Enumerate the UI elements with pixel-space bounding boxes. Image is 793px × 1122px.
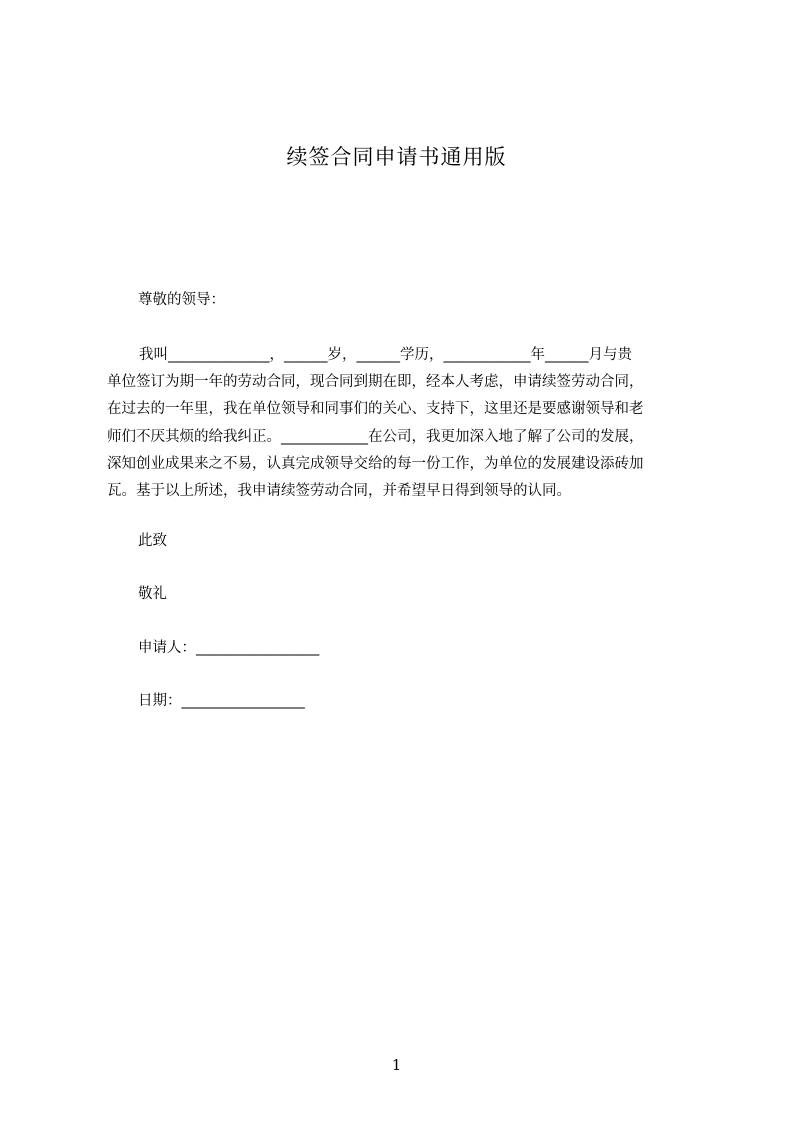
page-number: 1 <box>391 1056 402 1074</box>
body-line: 瓦。基于以上所述，我申请续签劳动合同，并希望早日得到领导的认同。 <box>107 483 571 500</box>
closing-salute: 敬礼 <box>138 586 167 602</box>
body-paragraph <box>107 342 700 505</box>
applicant-signature-line: 申请人：_________________ <box>138 640 320 656</box>
body-line: 我叫______________，______岁，______学历，____________年______月与贵 <box>139 347 632 363</box>
body-line: 师们不厌其烦的给我纠正。____________在公司，我更加深入地了解了公司的发展， <box>107 428 644 445</box>
body-line: 在过去的一年里，我在单位领导和同事们的关心、支持下，这里还是要感谢领导和老 <box>107 401 644 418</box>
document-title: 续签合同申请书通用版 <box>286 145 507 169</box>
date-line: 日期：_________________ <box>138 693 305 709</box>
body-line: 单位签订为期一年的劳动合同，现合同到期在即，经本人考虑，申请续签劳动合同， <box>107 374 644 391</box>
body-line: 深知创业成果来之不易，认真完成领导交给的每一份工作，为单位的发展建设添砖加 <box>107 455 644 472</box>
closing-respect: 此致 <box>138 533 167 549</box>
salutation: 尊敬的领导： <box>138 292 225 308</box>
